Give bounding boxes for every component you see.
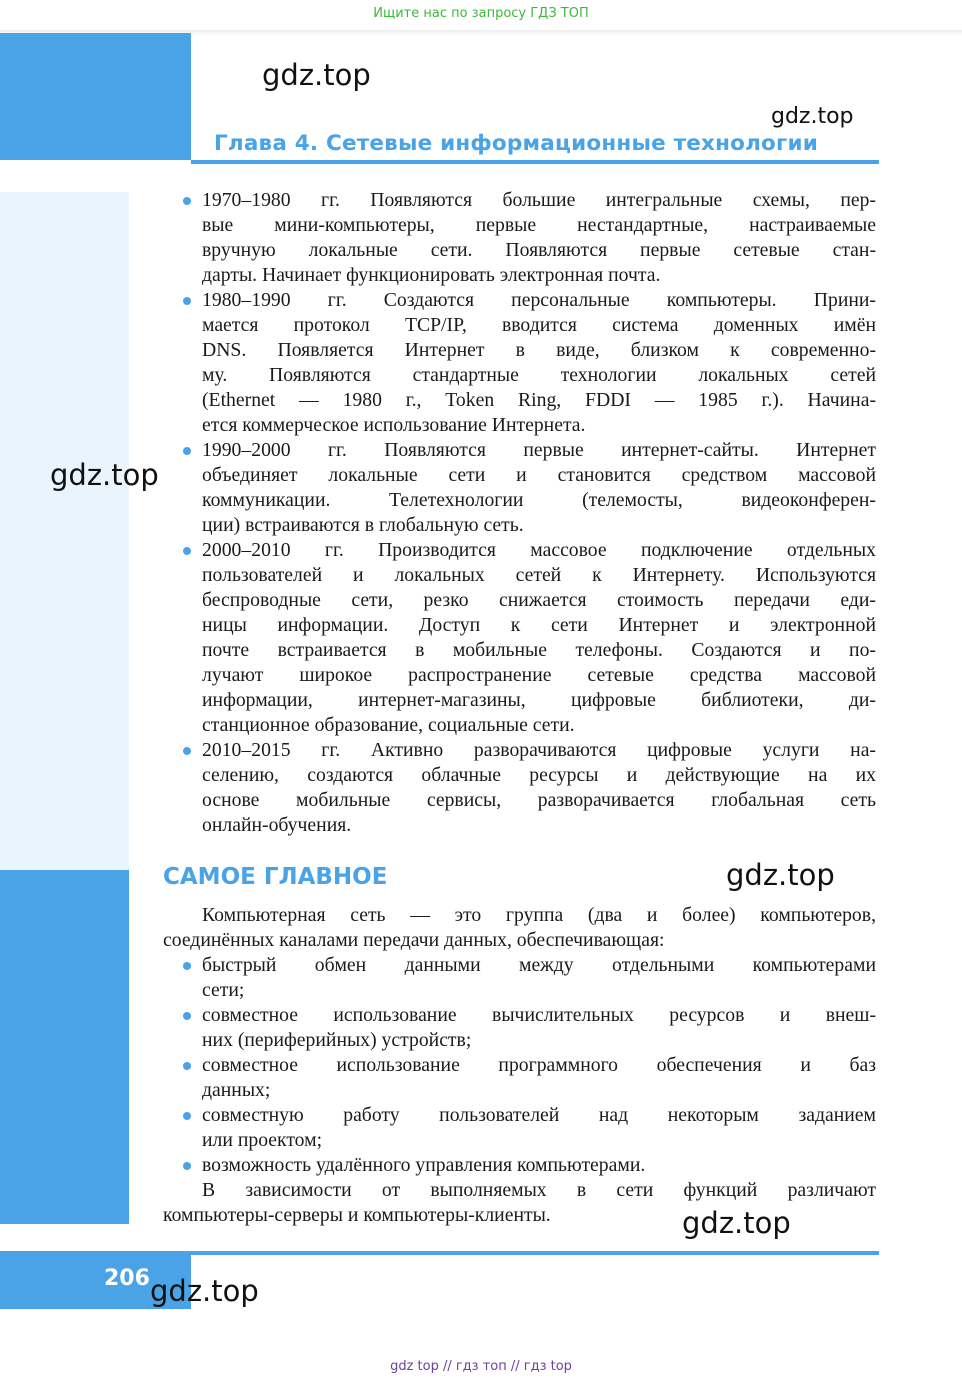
text-line: быстрый обмен данными между отдельными компьютерами [202, 954, 876, 976]
text-line: В зависимости от выполняемых в сети функций различают [202, 1179, 876, 1201]
text-line: данных; [202, 1079, 271, 1101]
section-heading: САМОЕ ГЛАВНОЕ [163, 864, 388, 890]
text-line: сети; [202, 979, 245, 1001]
text-line: мается протокол TCP/IP, вводится система доменных имён [202, 314, 876, 336]
watermark: gdz.top [682, 1206, 791, 1240]
bullet-icon [183, 297, 191, 305]
text-line: почте встраивается в мобильные телефоны. Создаются и по- [202, 639, 876, 661]
page-number: 206 [104, 1266, 150, 1291]
text-line: ции) встраиваются в глобальную сеть. [202, 514, 524, 536]
bullet-icon [183, 747, 191, 755]
side-panel-blue [0, 870, 129, 1224]
text-line: лучают широкое распространение сетевые средства массовой [202, 664, 876, 686]
text-line: ницы информации. Доступ к сети Интернет и электронной [202, 614, 876, 636]
watermark: gdz.top [771, 104, 854, 129]
text-line: онлайн-обучения. [202, 814, 352, 836]
bullet-icon [183, 1112, 191, 1120]
text-line: ется коммерческое использование Интернета. [202, 414, 586, 436]
text-line: 2000–2010 гг. Производится массовое подключение отдельных [202, 539, 876, 561]
text-line: станционное образование, социальные сети. [202, 714, 575, 736]
text-line: 1970–1980 гг. Появляются большие интегральные схемы, пер- [202, 189, 876, 211]
text-line: 1980–1990 гг. Создаются персональные компьютеры. Прини- [202, 289, 876, 311]
watermark: gdz.top [262, 58, 371, 92]
text-line: совместное использование программного обеспечения и баз [202, 1054, 876, 1076]
text-line: компьютеры-серверы и компьютеры-клиенты. [163, 1204, 551, 1226]
side-panel-light [0, 192, 129, 870]
text-line: них (периферийных) устройств; [202, 1029, 472, 1051]
text-line: (Ethernet — 1980 г., Token Ring, FDDI — 1985 г.). Начина- [202, 389, 876, 411]
text-line: совместную работу пользователей над некоторым заданием [202, 1104, 876, 1126]
bullet-icon [183, 447, 191, 455]
text-line: Компьютерная сеть — это группа (два и более) компьютеров, [202, 904, 876, 926]
text-line: 1990–2000 гг. Появляются первые интернет-сайты. Интернет [202, 439, 876, 461]
text-line: вручную локальные сети. Появляются первые сетевые стан- [202, 239, 876, 261]
text-line: основе мобильные сервисы, разворачивается глобальная сеть [202, 789, 876, 811]
text-line: соединённых каналами передачи данных, обеспечивающая: [163, 929, 665, 951]
text-line: или проектом; [202, 1129, 323, 1151]
text-line: дарты. Начинает функционировать электронная почта. [202, 264, 661, 286]
text-line: возможность удалённого управления компьютерами. [202, 1154, 646, 1176]
watermark: gdz.top [150, 1274, 259, 1308]
text-line: информации, интернет-магазины, цифровые библиотеки, ди- [202, 689, 876, 711]
text-line: объединяет локальные сети и становится средством массовой [202, 464, 876, 486]
text-line: селению, создаются облачные ресурсы и действующие на их [202, 764, 876, 786]
text-line: коммуникации. Телетехнологии (телемосты, видеоконферен- [202, 489, 876, 511]
text-line: DNS. Появляется Интернет в виде, близком к современно- [202, 339, 876, 361]
footer-rule [191, 1251, 879, 1255]
chapter-title: Глава 4. Сетевые информационные технологии [214, 131, 818, 156]
text-line: 2010–2015 гг. Активно разворачиваются цифровые услуги на- [202, 739, 876, 761]
watermark: gdz.top [726, 858, 835, 892]
bullet-icon [183, 197, 191, 205]
text-line: пользователей и локальных сетей к Интернету. Используются [202, 564, 876, 586]
bullet-icon [183, 1012, 191, 1020]
bullet-icon [183, 547, 191, 555]
bottom-links[interactable]: gdz top // гдз топ // гдз top [390, 1359, 572, 1374]
bullet-icon [183, 1062, 191, 1070]
top-banner-text: Ищите нас по запросу ГДЗ ТОП [373, 6, 589, 21]
text-line: му. Появляются стандартные технологии локальных сетей [202, 364, 876, 386]
text-line: вые мини-компьютеры, первые нестандартные, настраиваемые [202, 214, 876, 236]
text-line: совместное использование вычислительных ресурсов и внеш- [202, 1004, 876, 1026]
text-line: беспроводные сети, резко снижается стоимость передачи еди- [202, 589, 876, 611]
header-color-block [0, 33, 191, 160]
bullet-icon [183, 962, 191, 970]
bullet-icon [183, 1162, 191, 1170]
header-rule [191, 160, 879, 164]
watermark: gdz.top [50, 458, 159, 492]
